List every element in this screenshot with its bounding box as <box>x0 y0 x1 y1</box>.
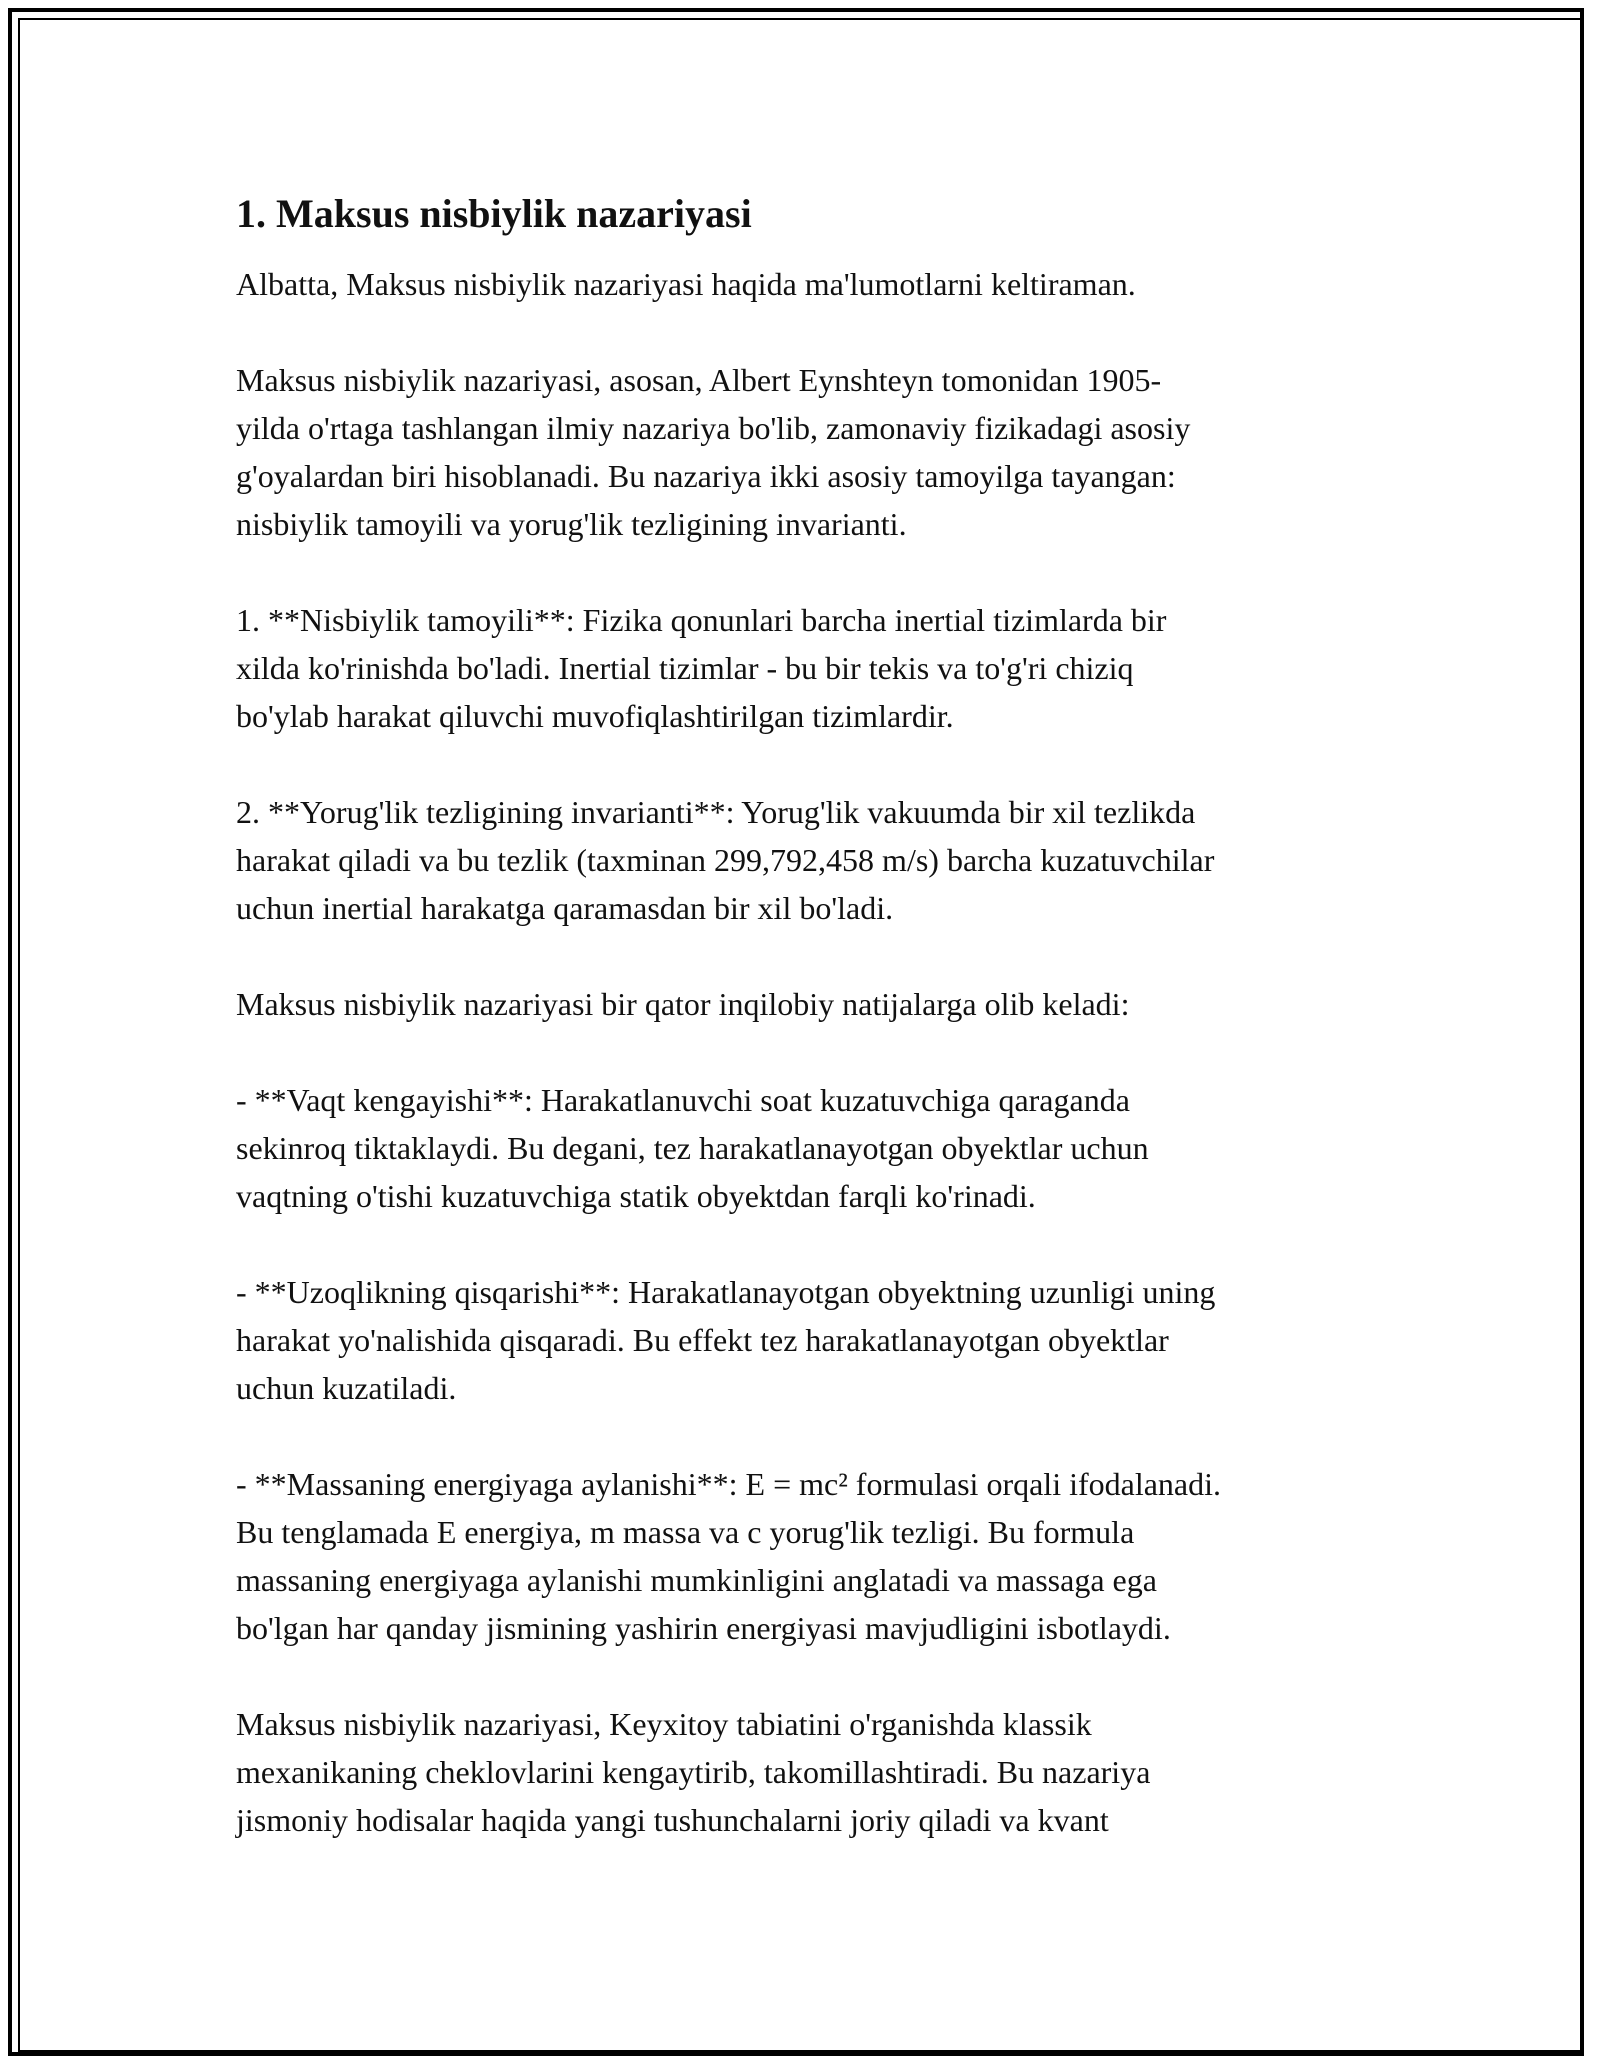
paragraph-conclusion: Maksus nisbiylik nazariyasi, Keyxitoy tabiatini o'rganishda klassik mexanikaning cheklovlarini kengaytirib, takomillashtiradi. Bu nazariya jismoniy hodisalar haqida yangi tushunchalarni joriy qiladi va kvant <box>236 1706 1151 1838</box>
paragraph-length-contraction: - **Uzoqlikning qisqarishi**: Harakatlanayotgan obyektning uzunligi uning harakat yo'nalishida qisqaradi. Bu effekt tez harakatlanayotgan obyektlar uchun kuzatiladi. <box>236 1274 1216 1406</box>
paragraph-principle-relativity: 1. **Nisbiylik tamoyili**: Fizika qonunlari barcha inertial tizimlarda bir xilda ko'rinishda bo'ladi. Inertial tizimlar - bu bir tekis va to'g'ri chiziq bo'ylab harakat qiluvchi muvofiqlashtirilgan tizimlardir. <box>236 602 1167 734</box>
paragraph-time-dilation: - **Vaqt kengayishi**: Harakatlanuvchi soat kuzatuvchiga qaraganda sekinroq tiktaklaydi. Bu degani, tez harakatlanayotgan obyektlar uchun vaqtning o'tishi kuzatuvchiga statik obyektdan farqli ko'rinadi. <box>236 1082 1149 1214</box>
paragraph-overview: Maksus nisbiylik nazariyasi, asosan, Albert Eynshteyn tomonidan 1905- yilda o'rtaga tashlangan ilmiy nazariya bo'lib, zamonaviy fizikadagi asosiy g'oyalardan biri hisoblanadi. Bu nazariya ikki asosiy tamoyilga tayangan: nisbiylik tamoyili va yorug'lik tezligining invarianti. <box>236 362 1191 542</box>
paragraph-mass-energy: - **Massaning energiyaga aylanishi**: E = mc² formulasi orqali ifodalanadi. Bu tenglamada E energiya, m massa va c yorug'lik tezligi. Bu formula massaning energiyaga aylanishi mumkinligini anglatadi va massaga ega bo'lgan har qanday jismining yashirin energiyasi mavjudligini isbotlaydi. <box>236 1466 1222 1646</box>
paragraph-consequences-intro: Maksus nisbiylik nazariyasi bir qator inqilobiy natijalarga olib keladi: <box>236 986 1130 1022</box>
document-title: 1. Maksus nisbiylik nazariyasi <box>236 191 752 236</box>
paragraph-principle-light-speed: 2. **Yorug'lik tezligining invarianti**: Yorug'lik vakuumda bir xil tezlikda harakat qiladi va bu tezlik (taxminan 299,792,458 m/s) barcha kuzatuvchilar uchun inertial harakatga qaramasdan bir xil bo'ladi. <box>236 794 1215 926</box>
paragraph-intro: Albatta, Maksus nisbiylik nazariyasi haqida ma'lumotlarni keltiraman. <box>236 266 1136 302</box>
document-body <box>236 188 1376 1844</box>
